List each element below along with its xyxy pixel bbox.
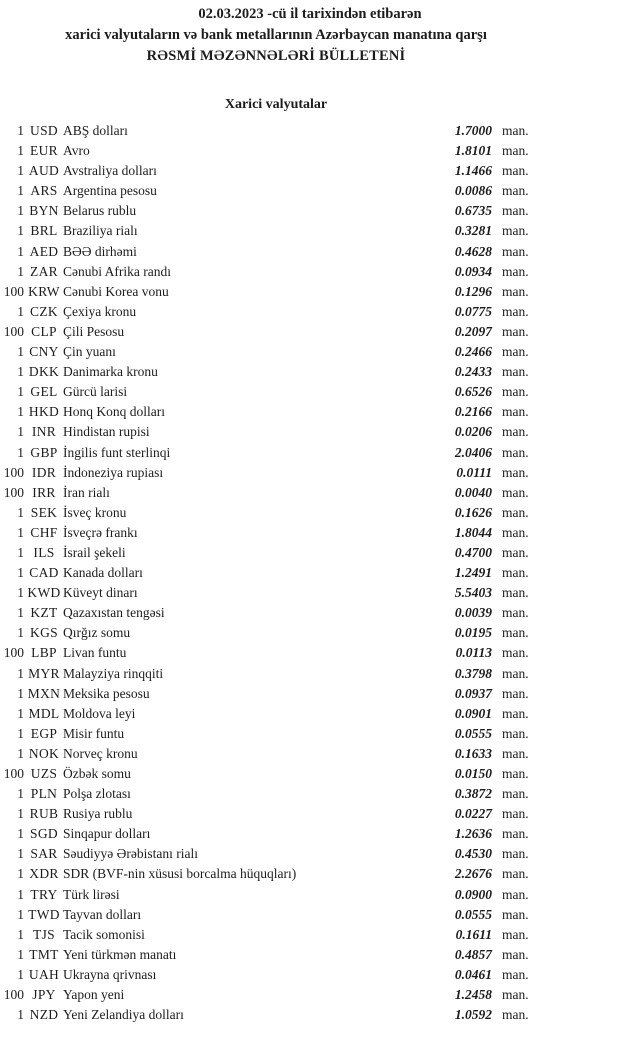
rate-unit: man. xyxy=(502,846,529,862)
rate-qty: 1 xyxy=(17,444,24,460)
rate-unit: man. xyxy=(502,645,529,661)
rate-unit: man. xyxy=(502,946,529,962)
rate-currency-name: Moldova leyi xyxy=(63,705,136,721)
rate-row xyxy=(0,784,620,804)
rate-value: 0.1296 xyxy=(454,283,492,299)
rate-value: 0.0900 xyxy=(454,886,492,902)
rate-value: 0.0934 xyxy=(454,263,492,279)
rate-row xyxy=(0,342,620,362)
rate-currency-name: Malayziya rinqqiti xyxy=(63,665,164,681)
rate-unit: man. xyxy=(502,283,529,299)
rate-currency-name: İngilis funt sterlinqi xyxy=(63,444,171,460)
rate-value: 0.2433 xyxy=(454,364,492,380)
rate-value: 2.0406 xyxy=(454,444,492,460)
rate-row xyxy=(0,744,620,764)
rate-row xyxy=(0,503,620,523)
rate-row xyxy=(0,201,620,221)
rate-code: SGD xyxy=(30,826,58,842)
rate-row xyxy=(0,603,620,623)
rate-value: 1.8044 xyxy=(454,524,492,540)
rate-code: LBP xyxy=(31,645,57,661)
rate-currency-name: Qazaxıstan tengəsi xyxy=(63,605,165,621)
rate-value: 0.0555 xyxy=(454,906,492,922)
rate-unit: man. xyxy=(502,886,529,902)
rate-code: SEK xyxy=(30,504,58,520)
rate-value: 1.2458 xyxy=(454,987,492,1003)
rate-qty: 1 xyxy=(17,263,24,279)
rate-row xyxy=(0,905,620,925)
rate-code: KWD xyxy=(27,585,61,601)
section-title-foreign-currencies: Xarici valyutalar xyxy=(224,97,328,112)
rate-currency-name: Küveyt dinarı xyxy=(63,585,138,601)
rate-code: KZT xyxy=(30,605,58,621)
rate-currency-name: Norveç kronu xyxy=(63,745,138,761)
rate-code: CNY xyxy=(29,344,59,360)
rate-qty: 100 xyxy=(3,766,24,781)
rate-row xyxy=(0,362,620,382)
rate-row xyxy=(0,262,620,282)
rate-row xyxy=(0,483,620,503)
rate-currency-name: Sinqapur dolları xyxy=(63,826,151,842)
rate-currency-name: Çili Pesosu xyxy=(63,323,125,339)
rate-code: MDL xyxy=(28,705,60,721)
rate-qty: 1 xyxy=(17,504,24,520)
rate-code: CLP xyxy=(31,323,57,339)
rate-qty: 1 xyxy=(17,183,24,199)
rate-code: ARS xyxy=(30,183,58,199)
rate-qty: 1 xyxy=(17,886,24,902)
rate-row xyxy=(0,463,620,483)
rate-code: SAR xyxy=(30,846,58,862)
rate-code: USD xyxy=(30,123,58,138)
rate-qty: 1 xyxy=(17,223,24,239)
rate-qty: 1 xyxy=(17,705,24,721)
rate-value: 0.4530 xyxy=(454,846,492,862)
rate-row xyxy=(0,181,620,201)
rate-qty: 100 xyxy=(3,464,24,480)
rate-code: KRW xyxy=(28,283,60,299)
rate-value: 1.7000 xyxy=(454,123,492,138)
rate-row xyxy=(0,1005,620,1025)
bulletin-date-line: 02.03.2023 -cü il tarixindən etibarən xyxy=(198,6,422,22)
rate-unit: man. xyxy=(502,685,529,701)
rate-code: KGS xyxy=(30,625,58,641)
rate-currency-name: Avstraliya dolları xyxy=(63,163,157,179)
rate-row xyxy=(0,704,620,724)
rate-unit: man. xyxy=(502,484,529,500)
rate-currency-name: Belarus rublu xyxy=(63,203,137,219)
rate-code: JPY xyxy=(32,987,56,1003)
rate-value: 0.4628 xyxy=(454,243,492,259)
rate-currency-name: Ukrayna qrivnası xyxy=(63,966,157,982)
rate-currency-name: Braziliya rialı xyxy=(63,223,138,239)
rate-code: MYR xyxy=(28,665,60,681)
rate-row xyxy=(0,864,620,884)
rate-qty: 100 xyxy=(3,987,24,1003)
rate-unit: man. xyxy=(502,806,529,822)
rate-unit: man. xyxy=(502,786,529,802)
rate-qty: 1 xyxy=(17,826,24,842)
rate-row xyxy=(0,643,620,663)
rate-qty: 1 xyxy=(17,364,24,380)
rate-unit: man. xyxy=(502,364,529,380)
rate-code: CAD xyxy=(29,565,59,581)
rate-value: 0.0937 xyxy=(454,685,492,701)
rate-qty: 100 xyxy=(3,283,24,299)
rate-value: 2.2676 xyxy=(454,866,492,882)
rate-row xyxy=(0,945,620,965)
rate-currency-name: Argentina pesosu xyxy=(63,183,157,199)
rate-currency-name: Yapon yeni xyxy=(63,987,125,1003)
rate-currency-name: Meksika pesosu xyxy=(63,685,150,701)
rate-qty: 100 xyxy=(3,323,24,339)
rate-row xyxy=(0,885,620,905)
rate-code: TWD xyxy=(28,906,60,922)
rate-currency-name: Honq Konq dolları xyxy=(63,404,165,420)
rates-table xyxy=(0,121,620,1025)
rate-row xyxy=(0,422,620,442)
rate-code: NZD xyxy=(29,1007,59,1023)
bulletin-subtitle: xarici valyutaların və bank metallarının Azərbaycan manatına qarşı xyxy=(65,27,487,43)
rate-value: 0.3281 xyxy=(454,223,492,239)
rate-code: MXN xyxy=(27,685,61,701)
rate-currency-name: Çexiya kronu xyxy=(63,303,137,319)
rate-code: EUR xyxy=(30,143,58,159)
rate-row xyxy=(0,443,620,463)
rate-currency-name: Tayvan dolları xyxy=(63,906,142,922)
rate-row xyxy=(0,282,620,302)
rate-currency-name: Türk lirəsi xyxy=(63,886,120,902)
rate-unit: man. xyxy=(502,625,529,641)
rate-unit: man. xyxy=(502,605,529,621)
rate-value: 0.6526 xyxy=(454,384,492,400)
rate-qty: 1 xyxy=(17,605,24,621)
rate-value: 0.0206 xyxy=(454,424,492,440)
rate-row xyxy=(0,623,620,643)
rate-unit: man. xyxy=(502,906,529,922)
rate-row xyxy=(0,664,620,684)
rate-unit: man. xyxy=(502,745,529,761)
rate-unit: man. xyxy=(502,926,529,942)
rate-value: 0.0901 xyxy=(454,705,492,721)
rate-row xyxy=(0,402,620,422)
rate-value: 0.0227 xyxy=(454,806,492,822)
rate-code: TRY xyxy=(30,886,58,902)
rate-currency-name: ABŞ dolları xyxy=(63,123,128,138)
rate-code: TMT xyxy=(29,946,59,962)
rate-currency-name: Danimarka kronu xyxy=(63,364,158,380)
rate-value: 0.0111 xyxy=(456,464,492,480)
rate-unit: man. xyxy=(502,725,529,741)
rate-currency-name: İndoneziya rupiası xyxy=(63,464,164,480)
rate-qty: 1 xyxy=(17,806,24,822)
rate-row xyxy=(0,824,620,844)
rate-code: ILS xyxy=(33,544,55,560)
rate-qty: 1 xyxy=(17,665,24,681)
rate-code: XDR xyxy=(29,866,59,882)
rate-value: 0.3872 xyxy=(454,786,492,802)
rate-unit: man. xyxy=(502,866,529,882)
rate-row xyxy=(0,844,620,864)
rate-value: 0.2166 xyxy=(454,404,492,420)
rate-qty: 1 xyxy=(17,163,24,179)
rate-qty: 100 xyxy=(3,484,24,500)
rate-unit: man. xyxy=(502,524,529,540)
rate-qty: 1 xyxy=(17,846,24,862)
rate-qty: 1 xyxy=(17,725,24,741)
rate-currency-name: Yeni türkmən manatı xyxy=(63,946,177,962)
rate-unit: man. xyxy=(502,705,529,721)
rate-code: NOK xyxy=(28,745,60,761)
rate-value: 0.2466 xyxy=(454,344,492,360)
rate-code: IDR xyxy=(31,464,57,480)
rate-qty: 1 xyxy=(17,544,24,560)
rate-value: 0.0461 xyxy=(454,966,492,982)
rate-row xyxy=(0,985,620,1005)
rate-value: 0.4857 xyxy=(454,946,492,962)
rate-code: CZK xyxy=(30,303,58,319)
rate-value: 0.0040 xyxy=(454,484,492,500)
rate-unit: man. xyxy=(502,585,529,601)
rate-value: 0.0555 xyxy=(454,725,492,741)
rate-value: 0.0086 xyxy=(454,183,492,199)
rate-currency-name: Yeni Zelandiya dolları xyxy=(63,1007,184,1023)
rate-code: BYN xyxy=(29,203,59,219)
rate-code: RUB xyxy=(29,806,59,822)
rate-currency-name: Avro xyxy=(63,143,90,159)
rate-row xyxy=(0,242,620,262)
rate-value: 1.2491 xyxy=(454,565,492,581)
rate-qty: 1 xyxy=(17,565,24,581)
rate-row xyxy=(0,925,620,945)
rate-currency-name: İsveç kronu xyxy=(63,504,127,520)
rate-unit: man. xyxy=(502,323,529,339)
rate-code: UAH xyxy=(28,966,60,982)
rate-unit: man. xyxy=(502,143,529,159)
rate-value: 0.0775 xyxy=(454,303,492,319)
rate-currency-name: SDR (BVF-nin xüsusi borcalma hüquqları) xyxy=(63,866,297,882)
rate-value: 1.1466 xyxy=(454,163,492,179)
rate-value: 0.3798 xyxy=(454,665,492,681)
rate-unit: man. xyxy=(502,1007,529,1023)
rate-unit: man. xyxy=(502,826,529,842)
rate-qty: 1 xyxy=(17,685,24,701)
rate-qty: 1 xyxy=(17,404,24,420)
rate-code: UZS xyxy=(30,766,58,781)
rate-code: AED xyxy=(29,243,59,259)
rate-code: GEL xyxy=(30,384,58,400)
rate-qty: 1 xyxy=(17,303,24,319)
rate-unit: man. xyxy=(502,203,529,219)
rate-qty: 1 xyxy=(17,143,24,159)
rate-currency-name: Livan funtu xyxy=(63,645,127,661)
rate-code: HKD xyxy=(28,404,60,420)
rate-qty: 1 xyxy=(17,243,24,259)
rate-row xyxy=(0,302,620,322)
rate-currency-name: Hindistan rupisi xyxy=(63,424,150,440)
rate-value: 0.0195 xyxy=(454,625,492,641)
rate-unit: man. xyxy=(502,344,529,360)
rate-unit: man. xyxy=(502,183,529,199)
rate-unit: man. xyxy=(502,223,529,239)
rate-row xyxy=(0,523,620,543)
rate-qty: 1 xyxy=(17,1007,24,1023)
rate-currency-name: Kanada dolları xyxy=(63,565,143,581)
rate-row xyxy=(0,121,620,141)
rate-currency-name: Rusiya rublu xyxy=(63,806,133,822)
rate-row xyxy=(0,322,620,342)
rate-currency-name: Cənubi Afrika randı xyxy=(63,263,171,279)
rate-currency-name: Çin yuanı xyxy=(63,344,116,360)
rate-currency-name: Gürcü larisi xyxy=(63,384,128,400)
rate-qty: 1 xyxy=(17,524,24,540)
rate-code: DKK xyxy=(28,364,60,380)
rate-qty: 1 xyxy=(17,866,24,882)
rate-unit: man. xyxy=(502,665,529,681)
rate-unit: man. xyxy=(502,243,529,259)
rate-code: TJS xyxy=(33,926,55,942)
rate-row xyxy=(0,563,620,583)
rate-qty: 1 xyxy=(17,203,24,219)
rate-currency-name: Qırğız somu xyxy=(63,625,131,641)
rate-currency-name: İsrail şekeli xyxy=(63,544,126,560)
rate-row xyxy=(0,161,620,181)
rate-unit: man. xyxy=(502,504,529,520)
rate-currency-name: İsveçrə frankı xyxy=(63,524,138,540)
rate-currency-name: Misir funtu xyxy=(63,725,125,741)
rate-value: 0.2097 xyxy=(454,323,492,339)
rate-unit: man. xyxy=(502,766,529,781)
rate-value: 0.0039 xyxy=(454,605,492,621)
rate-value: 0.1611 xyxy=(455,926,492,942)
rate-row xyxy=(0,141,620,161)
rate-unit: man. xyxy=(502,987,529,1003)
rate-value: 1.0592 xyxy=(454,1007,492,1023)
rate-value: 0.4700 xyxy=(454,544,492,560)
rate-unit: man. xyxy=(502,464,529,480)
rate-currency-name: Səudiyyə Ərəbistanı rialı xyxy=(63,846,198,862)
rate-row xyxy=(0,804,620,824)
rate-unit: man. xyxy=(502,404,529,420)
rate-row xyxy=(0,583,620,603)
rate-qty: 1 xyxy=(17,424,24,440)
rate-code: BRL xyxy=(30,223,58,239)
rate-qty: 1 xyxy=(17,585,24,601)
bulletin-title: RƏSMİ MƏZƏNNƏLƏRİ BÜLLETENİ xyxy=(146,48,406,64)
rate-unit: man. xyxy=(502,424,529,440)
rate-currency-name: Cənubi Korea vonu xyxy=(63,283,169,299)
rate-qty: 1 xyxy=(17,786,24,802)
rate-qty: 1 xyxy=(17,384,24,400)
rate-currency-name: Tacik somonisi xyxy=(63,926,145,942)
rate-value: 0.1626 xyxy=(454,504,492,520)
rate-value: 0.0113 xyxy=(455,645,492,661)
rate-qty: 1 xyxy=(17,745,24,761)
rate-value: 1.8101 xyxy=(454,143,492,159)
rate-code: PLN xyxy=(30,786,58,802)
rate-qty: 1 xyxy=(17,625,24,641)
rate-currency-name: BƏƏ dirhəmi xyxy=(63,243,137,259)
rate-row xyxy=(0,221,620,241)
rate-row xyxy=(0,724,620,744)
rate-row xyxy=(0,543,620,563)
rate-row xyxy=(0,764,620,784)
rate-unit: man. xyxy=(502,384,529,400)
rate-currency-name: İran rialı xyxy=(63,484,110,500)
rate-code: IRR xyxy=(32,484,56,500)
rate-unit: man. xyxy=(502,163,529,179)
rate-code: CHF xyxy=(30,524,58,540)
rate-value: 1.2636 xyxy=(454,826,492,842)
rate-code: AUD xyxy=(28,163,60,179)
rate-value: 5.5403 xyxy=(454,585,492,601)
rate-unit: man. xyxy=(502,123,529,138)
rate-value: 0.0150 xyxy=(454,766,492,781)
rate-code: EGP xyxy=(30,725,58,741)
rate-row xyxy=(0,965,620,985)
rate-row xyxy=(0,684,620,704)
rate-code: INR xyxy=(31,424,57,440)
rate-unit: man. xyxy=(502,444,529,460)
rate-qty: 1 xyxy=(17,123,24,138)
rate-unit: man. xyxy=(502,263,529,279)
rate-currency-name: Polşa zlotası xyxy=(63,786,131,802)
rate-code: GBP xyxy=(30,444,58,460)
rate-code: ZAR xyxy=(30,263,58,279)
rate-qty: 1 xyxy=(17,926,24,942)
rate-qty: 1 xyxy=(17,906,24,922)
rate-unit: man. xyxy=(502,303,529,319)
rate-qty: 1 xyxy=(17,344,24,360)
rate-qty: 1 xyxy=(17,946,24,962)
rate-unit: man. xyxy=(502,565,529,581)
rate-unit: man. xyxy=(502,966,529,982)
rate-qty: 1 xyxy=(17,966,24,982)
rate-row xyxy=(0,382,620,402)
rate-qty: 100 xyxy=(3,645,24,661)
rate-value: 0.6735 xyxy=(454,203,492,219)
rate-currency-name: Özbək somu xyxy=(63,766,131,781)
rate-value: 0.1633 xyxy=(454,745,492,761)
rate-unit: man. xyxy=(502,544,529,560)
